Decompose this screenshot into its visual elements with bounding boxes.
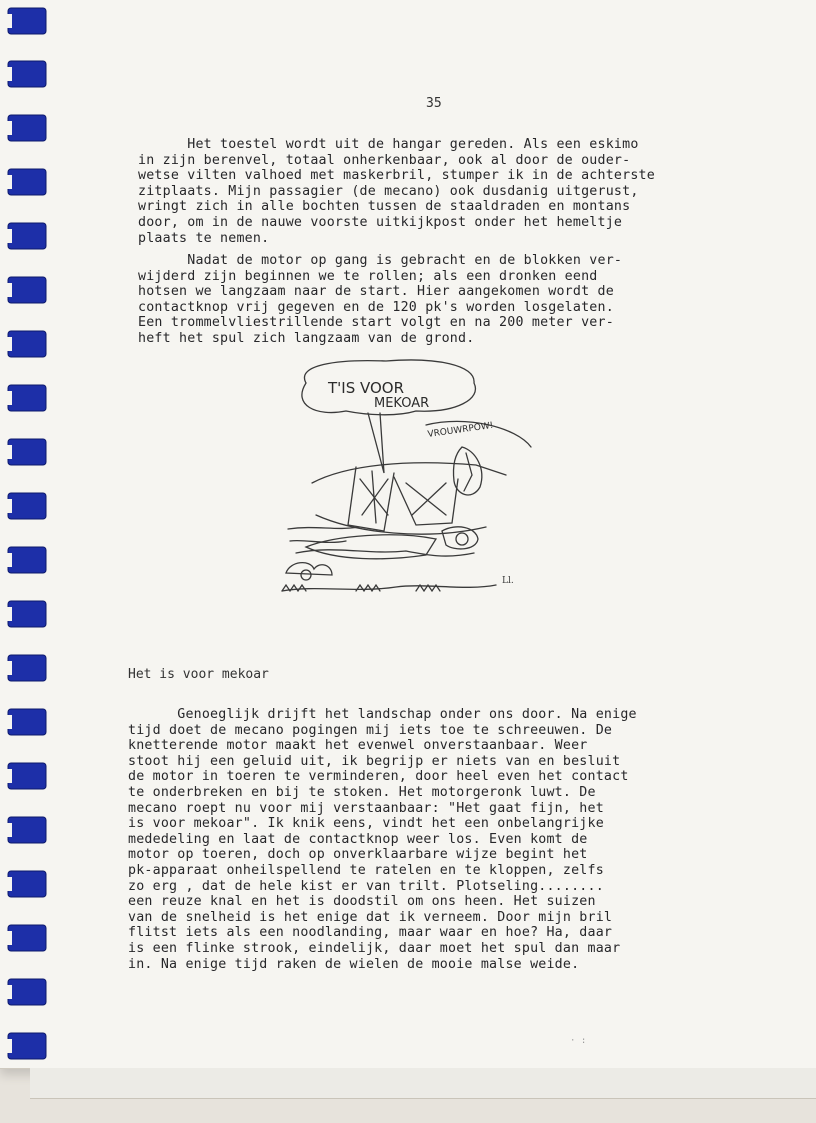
biplane-cartoon-illustration	[276, 355, 546, 605]
underlying-page-edge	[30, 1068, 816, 1099]
page-speck: · :	[570, 1036, 587, 1046]
speech-bubble-line-2: MEKOAR	[374, 396, 430, 411]
page-number: 35	[426, 96, 442, 111]
spiral-binding	[0, 0, 50, 1068]
paragraph-2: Nadat de motor op gang is gebracht en de blokken ver- wijderd zijn beginnen we te rollen; als een dronken eend hotsen we langzaam naar de start. Hier aangekomen wordt de contactknop vrij gegeven en de 120 pk's worden losgelaten. Een trommelvliestrillende start volgt en na 200 meter ver- heft het spul zich langzaam van de grond.	[138, 253, 623, 346]
sound-effect-text: VROUWRPOW!	[427, 420, 495, 440]
paragraph-1: Het toestel wordt uit de hangar gereden. Als een eskimo in zijn berenvel, totaal onherkenbaar, ook al door de ouder- wetse vilten valhoed met maskerbril, stumper ik in de achterste zitplaats. Mijn passagier (de mecano) ook dusdanig uitgerust, wringt zich in alle bochten tussen de staaldraden en montans door, om in de nauwe voorste uitkijkpost onder het hemeltje plaats te nemen.	[138, 137, 655, 246]
speech-bubble-line-1: T'IS VOOR	[328, 379, 405, 397]
paragraph-3: Genoeglijk drijft het landschap onder ons door. Na enige tijd doet de mecano pogingen mij iets toe te schreeuwen. De knetterende motor maakt het evenwel onverstaanbaar. Weer stoot hij een geluid uit, ik begrijp er niets van en besluit de motor in toeren te verminderen, door heel even het contact te onderbreken en bij te stoken. Het motorgeronk luwt. De mecano roept nu voor mij verstaanbaar: "Het gaat fijn, het is voor mekoar". Ik knik eens, vindt het een onbelangrijke mededeling en laat de contactknop weer los. Even komt de motor op toeren, doch op onverklaarbare wijze begint het pk-apparaat onheilspellend te ratelen en te kloppen, zelfs zo erg , dat de hele kist er van trilt. Plotseling........ een reuze knal en het is doodstil om ons heen. Het suizen van de snelheid is het enige dat ik verneem. Door mijn bril flitst iets als een noodlanding, maar waar en hoe? Ha, daar is een flinke strook, eindelijk, daar moet het spul dan maar in. Na enige tijd raken de wielen de mooie malse weide.	[128, 707, 637, 972]
artist-signature: Ll.	[502, 576, 514, 586]
section-heading: Het is voor mekoar	[128, 667, 269, 682]
